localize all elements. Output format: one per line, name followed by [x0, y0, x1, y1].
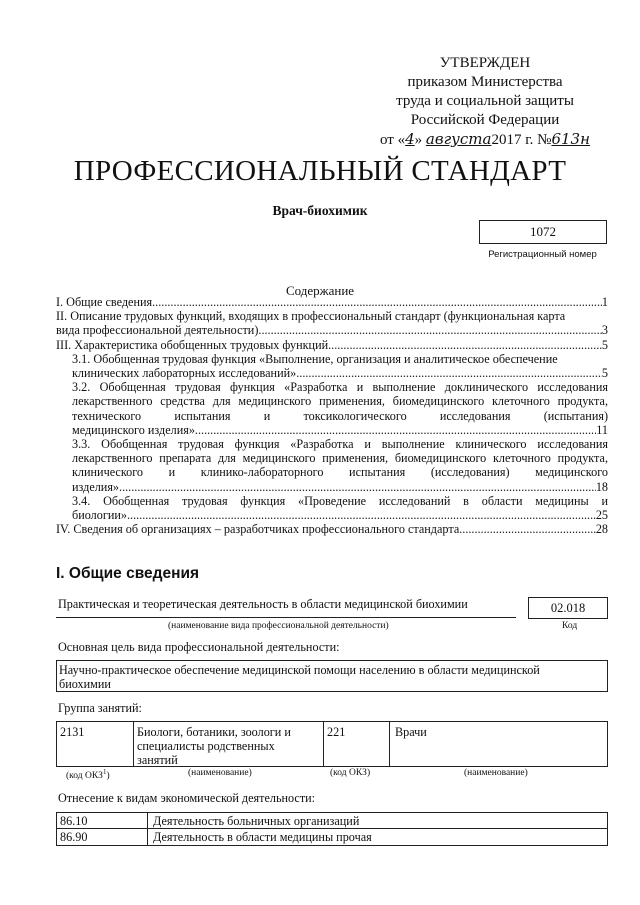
- okz-name-2: Врачи: [395, 725, 427, 739]
- activity-name: Практическая и теоретическая деятельность в области медицинской биохимии: [58, 597, 468, 611]
- toc-item[interactable]: 3.4. Обобщенная трудовая функция «Проведение исследований в области медицины и: [72, 493, 608, 508]
- toc-item[interactable]: III. Характеристика обобщенных трудовых функций ..... 5: [56, 338, 608, 352]
- goal-label: Основная цель вида профессиональной деятельности:: [58, 640, 340, 654]
- approval-block: [330, 54, 640, 150]
- econ-code: 86.90: [60, 830, 88, 844]
- activity-code-box: 02.018: [528, 597, 608, 619]
- toc-item[interactable]: 3.3. Обобщенная трудовая функция «Разработка и выполнение клинического исследования лекарственного препарата для медицинского применения, биомедицинского клеточного продукта, клинического и клинико-лабораторного испытания (исследования) медицинского: [72, 437, 608, 480]
- page-title: ПРОФЕССИОНАЛЬНЫЙ СТАНДАРТ: [73, 155, 567, 187]
- approval-title: УТВЕРЖДЕН: [439, 55, 531, 71]
- occupation-group-table: [56, 721, 608, 767]
- registration-number-box: 1072: [479, 220, 607, 244]
- table-of-contents: I. Общие сведения ..... 1 II. Описание трудовых функций, входящих в профессиональный стандарт (функциональная карта вида профессиональной деятельности) ..... 3 III. Характеристика обобщенных трудовых функций ..... 5 3.1. Обобщенная трудовая функция «Выполнение, организация и аналитическое обеспечение клинических лабораторных исследований» ..... 5 3.2. Обобщенная трудовая функция «Разработка и выполнение доклинического исследования лекарственного средства для медицинского применения, биомедицинского клеточного продукта, технического испытания и токсикологического исследования (испытания) медицинского изделия» ..... 11 3.3. Обобщенная трудовая функция «Разработка и выполнение клинического исследования лекарственного препарата для медицинского применения, биомедицинского клеточного продукта, клинического и клинико-лабораторного испытания (исследования) медицинского изделия» ..... 18 3.4. Обобщенная трудовая функция «Проведение исследований в области медицины и биологии» ..... 25 IV. Сведения об организациях – разработчиках профессионального стандарта ..... 28: [56, 295, 608, 536]
- group-label: Группа занятий:: [58, 701, 142, 715]
- section-heading: I. Общие сведения: [56, 565, 200, 582]
- handwritten-day: 4: [405, 130, 415, 148]
- registration-label: Регистрационный номер: [488, 249, 597, 260]
- approval-country: Российской Федерации: [410, 112, 560, 128]
- profession-name: Врач-биохимик: [272, 203, 368, 218]
- econ-name: Деятельность больничных организаций: [153, 814, 360, 828]
- approval-date: от «4» августа2017 г. №613н: [380, 130, 590, 148]
- approval-order: приказом Министерства: [407, 74, 563, 90]
- econ-label: Отнесение к видам экономической деятельности:: [58, 791, 316, 805]
- toc-item[interactable]: IV. Сведения об организациях – разработчиках профессионального стандарта ..... 28: [56, 522, 608, 536]
- okz-name-1: Биологи, ботаники, зоологи и специалисты родственных занятий: [137, 725, 291, 767]
- okz-code-1: 2131: [60, 725, 85, 739]
- toc-item[interactable]: II. Описание трудовых функций, входящих в профессиональный стандарт (функциональная карта: [56, 309, 566, 324]
- handwritten-number: 613н: [551, 130, 590, 148]
- okz-code-caption-2: (код ОКЗ): [330, 768, 371, 778]
- approval-ministry: труда и социальной защиты: [396, 93, 574, 109]
- econ-name: Деятельность в области медицины прочая: [153, 830, 372, 844]
- toc-item[interactable]: I. Общие сведения ..... 1: [56, 295, 608, 309]
- handwritten-month: августа: [425, 130, 492, 148]
- goal-box: Научно-практическое обеспечение медицинской помощи населению в области медицинской биохимии: [56, 660, 608, 692]
- econ-code: 86.10: [60, 814, 88, 828]
- econ-activity-table: [56, 812, 608, 846]
- okz-code-2: 221: [327, 725, 346, 739]
- toc-item[interactable]: 3.1. Обобщенная трудовая функция «Выполнение, организация и аналитическое обеспечение: [72, 351, 558, 366]
- okz-code-caption-1: (код ОКЗ$^1$): [66, 768, 110, 782]
- okz-name-caption-2: (наименование): [464, 768, 528, 778]
- divider: [56, 617, 516, 618]
- toc-item[interactable]: 3.2. Обобщенная трудовая функция «Разработка и выполнение доклинического исследования лекарственного средства для медицинского применения, биомедицинского клеточного продукта, технического испытания и токсикологического исследования (испытания): [72, 380, 608, 423]
- toc-heading: Содержание: [285, 283, 355, 298]
- activity-caption: (наименование вида профессиональной деятельности): [168, 621, 389, 631]
- okz-name-caption-1: (наименование): [188, 768, 252, 778]
- code-caption: Код: [562, 621, 578, 631]
